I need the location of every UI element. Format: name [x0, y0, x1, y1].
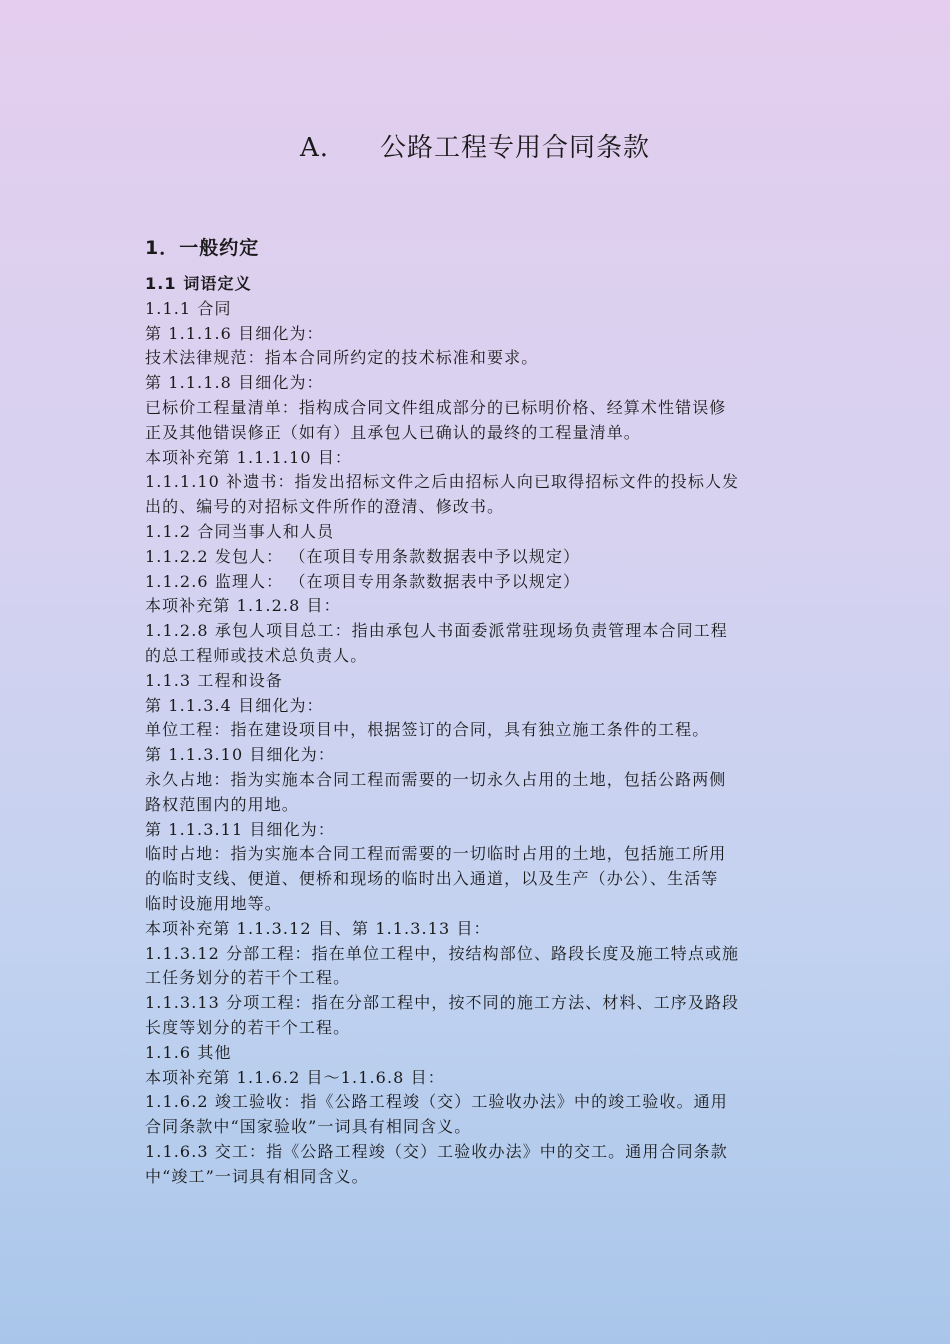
document-body: [145, 272, 810, 1189]
text-line: 1.1.6.2 竣工验收：指《公路工程竣（交）工验收办法》中的竣工验收。通用: [145, 1092, 728, 1112]
text-line: 第 1.1.3.4 目细化为：: [145, 695, 324, 715]
text-line: 1.1.2 合同当事人和人员: [145, 521, 335, 541]
text-line: 临时占地：指为实施本合同工程而需要的一切临时占用的土地，包括施工所用: [145, 844, 727, 864]
text-line: 本项补充第 1.1.3.12 目、第 1.1.3.13 目：: [145, 918, 491, 938]
text-line: 长度等划分的若干个工程。: [145, 1017, 351, 1037]
text-line: 的总工程师或技术总负责人。: [145, 645, 368, 665]
text-line: 1.1.6 其他: [145, 1042, 232, 1062]
text-line: 第 1.1.3.11 目细化为：: [145, 819, 335, 839]
text-line: 中“竣工”一词具有相同含义。: [145, 1166, 369, 1186]
text-line: 出的、编号的对招标文件所作的澄清、修改书。: [145, 497, 505, 517]
text-line: 技术法律规范：指本合同所约定的技术标准和要求。: [145, 348, 539, 368]
title-text: 公路工程专用合同条款: [379, 133, 650, 163]
text-line: 本项补充第 1.1.6.2 目～1.1.6.8 目：: [145, 1067, 445, 1087]
text-line: 1.1.3.12 分部工程：指在单位工程中，按结构部位、路段长度及施工特点或施: [145, 943, 740, 963]
text-line: 单位工程：指在建设项目中，根据签订的合同，具有独立施工条件的工程。: [145, 720, 710, 740]
text-line: 1.1.6.3 交工：指《公路工程竣（交）工验收办法》中的交工。通用合同条款: [145, 1141, 728, 1161]
text-line: 正及其他错误修正（如有）且承包人已确认的最终的工程量清单。: [145, 422, 641, 442]
text-line: 永久占地：指为实施本合同工程而需要的一切永久占用的土地，包括公路两侧: [145, 769, 727, 789]
text-line: 第 1.1.1.6 目细化为：: [145, 323, 324, 343]
text-line: 本项补充第 1.1.1.10 目：: [145, 447, 353, 467]
text-line: 第 1.1.3.10 目细化为：: [145, 745, 335, 765]
document-title: [0, 128, 950, 168]
text-line: 1.1.1.10 补遗书：指发出招标文件之后由招标人向已取得招标文件的投标人发: [145, 472, 740, 492]
title-prefix: A.: [299, 133, 330, 163]
text-line: 临时设施用地等。: [145, 893, 282, 913]
text-line: 1.1.3 工程和设备: [145, 670, 283, 690]
text-line: 第 1.1.1.8 目细化为：: [145, 373, 324, 393]
text-line: 1.1.2.8 承包人项目总工：指由承包人书面委派常驻现场负责管理本合同工程: [145, 621, 728, 641]
text-line: 路权范围内的用地。: [145, 794, 299, 814]
text-line: 1.1.3.13 分项工程：指在分部工程中，按不同的施工方法、材料、工序及路段: [145, 993, 740, 1013]
subsection-heading: 1.1 词语定义: [145, 274, 252, 293]
text-line: 本项补充第 1.1.2.8 目：: [145, 596, 341, 616]
text-line: 1.1.1 合同: [145, 298, 232, 318]
text-line: 的临时支线、便道、便桥和现场的临时出入通道，以及生产（办公）、生活等: [145, 869, 719, 889]
text-line: 1.1.2.2 发包人： （在项目专用条款数据表中予以规定）: [145, 546, 581, 566]
text-line: 已标价工程量清单：指构成合同文件组成部分的已标明价格、经算术性错误修: [145, 397, 727, 417]
section-heading: 1．一般约定: [145, 237, 260, 259]
text-line: 1.1.2.6 监理人： （在项目专用条款数据表中予以规定）: [145, 571, 581, 591]
text-line: 合同条款中“国家验收”一词具有相同含义。: [145, 1117, 472, 1137]
text-line: 工任务划分的若干个工程。: [145, 968, 351, 988]
